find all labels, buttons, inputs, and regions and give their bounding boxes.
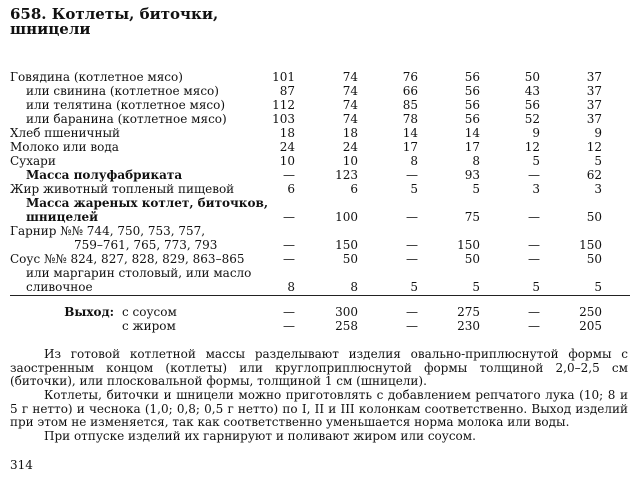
- paragraph-2: Котлеты, биточки и шницели можно приготовлять с добавлением репчатого лука (10; 8 и 5 г нетто) и чеснока (1,0; 0,8; 0,5 г нетто) по I, II и III колонкам соответственно. Выход изделий при этом не изменяется, так как соответственно уменьшается норма молока или воды.: [10, 388, 628, 429]
- table-row: [0, 168, 640, 182]
- row-label: шницелей: [26, 210, 99, 224]
- paragraph-3: При отпуске изделий их гарнируют и поливают жиром или соусом.: [44, 429, 476, 443]
- cell-col-4: 17: [464, 140, 480, 154]
- row-label: Говядина (котлетное мясо): [10, 70, 183, 84]
- row-label: 759–761, 765, 773, 793: [74, 238, 218, 252]
- table-row: [0, 280, 640, 294]
- cell-col-3: 78: [402, 112, 418, 126]
- cell-col-4: 5: [472, 182, 480, 196]
- cell-col-5: 56: [524, 98, 540, 112]
- cell-col-6: 5: [594, 154, 602, 168]
- output-cell-col-4: 230: [457, 319, 480, 333]
- row-label: Жир животный топленый пищевой: [10, 182, 235, 196]
- row-label: или баранина (котлетное мясо): [26, 112, 227, 126]
- cell-col-1: 24: [279, 140, 295, 154]
- cell-col-6: 9: [594, 126, 602, 140]
- row-label: Сухари: [10, 154, 56, 168]
- row-label: Масса жареных котлет, биточков,: [26, 196, 268, 210]
- cell-col-5: 5: [532, 154, 540, 168]
- cell-col-1: —: [283, 168, 295, 182]
- cell-col-3: 5: [410, 280, 418, 294]
- cell-col-4: 50: [464, 252, 480, 266]
- cell-col-3: 8: [410, 154, 418, 168]
- output-cell-col-6: 205: [579, 319, 602, 333]
- cell-col-5: 43: [524, 84, 540, 98]
- cell-col-5: —: [528, 168, 540, 182]
- output-label: Выход:: [64, 305, 114, 319]
- cell-col-4: 56: [464, 70, 480, 84]
- table-row: [0, 210, 640, 224]
- cell-col-6: 37: [586, 112, 602, 126]
- cell-col-2: 150: [335, 238, 358, 252]
- cell-col-2: 18: [342, 126, 358, 140]
- table-row: [0, 182, 640, 196]
- cell-col-2: 8: [350, 280, 358, 294]
- row-label: Молоко или вода: [10, 140, 119, 154]
- table-row: [0, 98, 640, 112]
- cell-col-3: —: [406, 210, 418, 224]
- output-cell-col-5: —: [528, 305, 540, 319]
- cell-col-6: 150: [579, 238, 602, 252]
- output-cell-col-2: 258: [335, 319, 358, 333]
- row-label: или свинина (котлетное мясо): [26, 84, 219, 98]
- row-label: Хлеб пшеничный: [10, 126, 121, 140]
- output-sublabel: с соусом: [122, 305, 177, 319]
- cell-col-5: 52: [524, 112, 540, 126]
- cell-col-2: 74: [342, 84, 358, 98]
- cell-col-2: 74: [342, 98, 358, 112]
- cell-col-3: —: [406, 168, 418, 182]
- cell-col-1: 101: [272, 70, 295, 84]
- cell-col-5: —: [528, 210, 540, 224]
- cell-col-5: —: [528, 238, 540, 252]
- cell-col-1: 8: [287, 280, 295, 294]
- output-cell-col-5: —: [528, 319, 540, 333]
- cell-col-6: 50: [586, 210, 602, 224]
- paragraph-1: Из готовой котлетной массы разделывают изделия овально-приплюснутой формы с заостренным концом (котлеты) или круглоприплюснутой формы толщиной 2,0–2,5 см (биточки), или плосковальной формы, толщиной 1 см (шницели).: [10, 347, 628, 388]
- recipe-title-cont: шницели: [10, 20, 91, 38]
- cell-col-6: 5: [594, 280, 602, 294]
- cell-col-3: 66: [402, 84, 418, 98]
- cell-col-2: 50: [342, 252, 358, 266]
- table-row: [0, 266, 640, 280]
- cell-col-4: 56: [464, 84, 480, 98]
- output-cell-col-3: —: [406, 319, 418, 333]
- page-number: 314: [10, 458, 33, 472]
- cell-col-1: —: [283, 238, 295, 252]
- row-label: сливочное: [26, 280, 93, 294]
- table-row: [0, 154, 640, 168]
- cell-col-5: 5: [532, 280, 540, 294]
- cell-col-2: 100: [335, 210, 358, 224]
- cell-col-4: 5: [472, 280, 480, 294]
- cell-col-6: 37: [586, 84, 602, 98]
- row-label: или маргарин столовый, или масло: [26, 266, 252, 280]
- table-row: [0, 224, 640, 238]
- cell-col-1: 87: [279, 84, 295, 98]
- row-label: Масса полуфабриката: [26, 168, 183, 182]
- table-rule: [10, 295, 630, 296]
- cell-col-5: 9: [532, 126, 540, 140]
- cell-col-6: 50: [586, 252, 602, 266]
- cell-col-5: 50: [524, 70, 540, 84]
- table-row: [0, 140, 640, 154]
- cell-col-4: 8: [472, 154, 480, 168]
- row-label: Гарнир №№ 744, 750, 753, 757,: [10, 224, 206, 238]
- cell-col-4: 75: [464, 210, 480, 224]
- cell-col-1: —: [283, 210, 295, 224]
- cell-col-5: 3: [532, 182, 540, 196]
- cell-col-3: 17: [402, 140, 418, 154]
- table-row: [0, 112, 640, 126]
- cell-col-4: 56: [464, 98, 480, 112]
- cell-col-1: —: [283, 252, 295, 266]
- output-row: [0, 319, 640, 333]
- cell-col-6: 37: [586, 70, 602, 84]
- cell-col-3: —: [406, 238, 418, 252]
- output-cell-col-1: —: [283, 305, 295, 319]
- cell-col-6: 62: [586, 168, 602, 182]
- cell-col-1: 10: [279, 154, 295, 168]
- cell-col-5: —: [528, 252, 540, 266]
- output-sublabel: с жиром: [122, 319, 176, 333]
- output-row: [0, 305, 640, 319]
- table-row: [0, 252, 640, 266]
- cell-col-4: 93: [464, 168, 480, 182]
- output-cell-col-2: 300: [335, 305, 358, 319]
- recipe-title: 658. Котлеты, биточки,: [10, 5, 219, 23]
- cell-col-1: 112: [272, 98, 295, 112]
- cell-col-3: 76: [402, 70, 418, 84]
- cell-col-4: 14: [464, 126, 480, 140]
- row-label: Соус №№ 824, 827, 828, 829, 863–865: [10, 252, 245, 266]
- row-label: или телятина (котлетное мясо): [26, 98, 226, 112]
- cell-col-3: 85: [402, 98, 418, 112]
- cell-col-1: 18: [279, 126, 295, 140]
- output-cell-col-3: —: [406, 305, 418, 319]
- table-row: [0, 126, 640, 140]
- output-cell-col-1: —: [283, 319, 295, 333]
- cell-col-5: 12: [524, 140, 540, 154]
- cell-col-6: 12: [586, 140, 602, 154]
- table-row: [0, 84, 640, 98]
- cell-col-3: —: [406, 252, 418, 266]
- cell-col-2: 74: [342, 112, 358, 126]
- cell-col-2: 10: [342, 154, 358, 168]
- cell-col-2: 6: [350, 182, 358, 196]
- cell-col-3: 14: [402, 126, 418, 140]
- cell-col-6: 3: [594, 182, 602, 196]
- cell-col-4: 56: [464, 112, 480, 126]
- output-cell-col-6: 250: [579, 305, 602, 319]
- cell-col-2: 24: [342, 140, 358, 154]
- cell-col-2: 123: [335, 168, 358, 182]
- cell-col-4: 150: [457, 238, 480, 252]
- cell-col-2: 74: [342, 70, 358, 84]
- table-row: [0, 70, 640, 84]
- table-row: [0, 238, 640, 252]
- cell-col-1: 6: [287, 182, 295, 196]
- cell-col-1: 103: [272, 112, 295, 126]
- cell-col-3: 5: [410, 182, 418, 196]
- table-row: [0, 196, 640, 210]
- output-cell-col-4: 275: [457, 305, 480, 319]
- cell-col-6: 37: [586, 98, 602, 112]
